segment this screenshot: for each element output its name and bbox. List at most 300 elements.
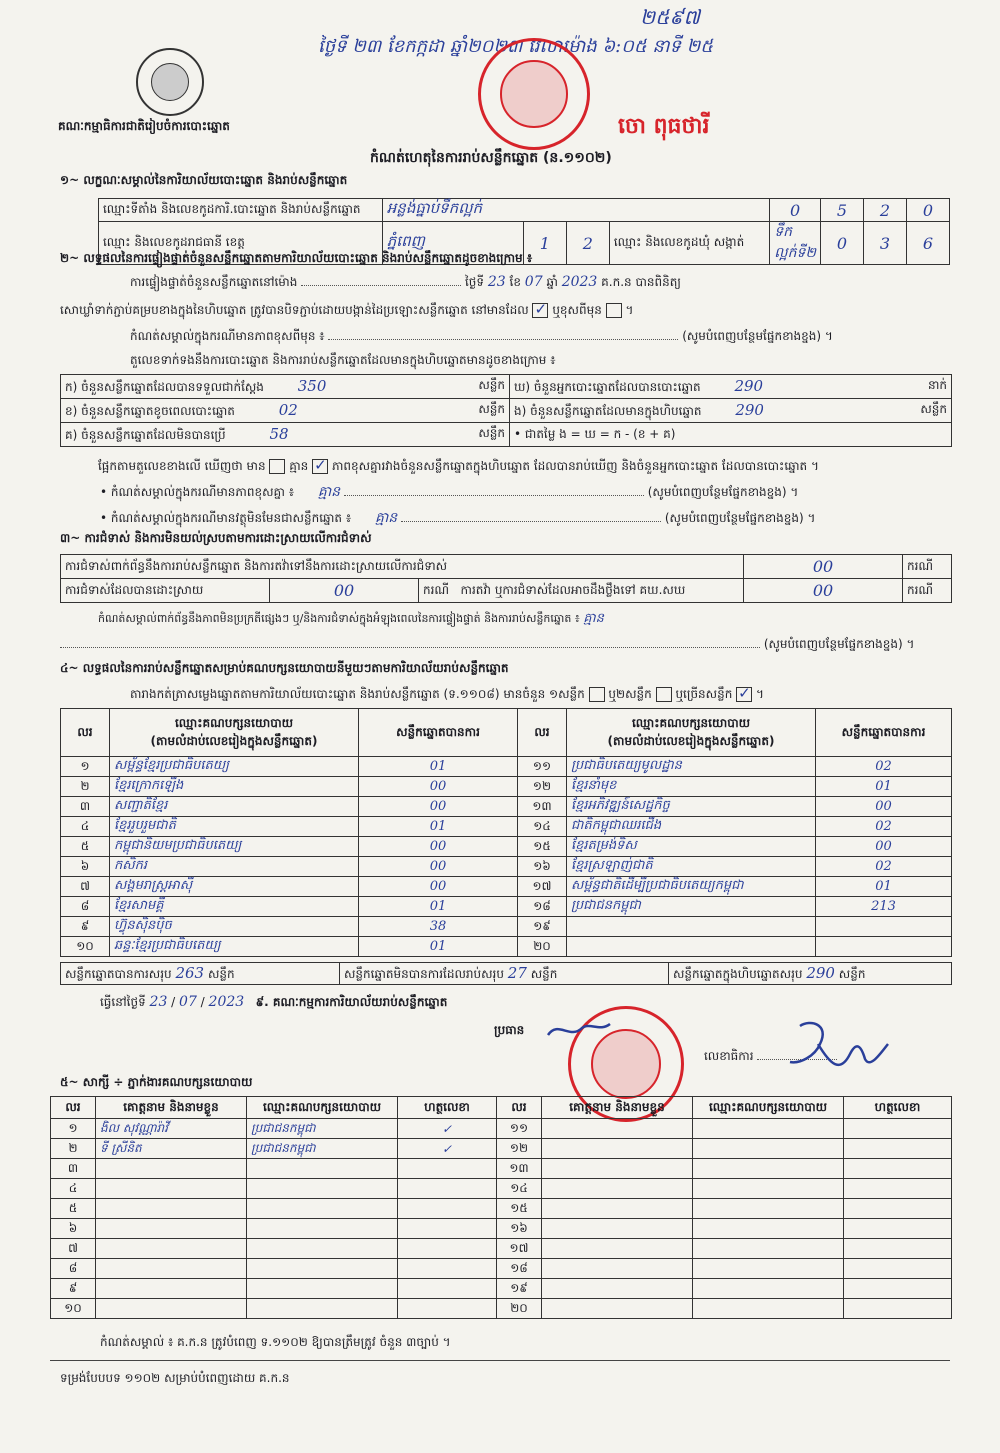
result-votes-right: 213	[816, 897, 952, 917]
witness-name-right	[542, 1159, 693, 1179]
compare-line	[98, 458, 819, 476]
unused-value: 58	[269, 424, 289, 443]
province-code-1: 1	[523, 222, 566, 265]
province-label: ឈ្មោះ និងលេខកូដរាជធានី ខេត្ត	[99, 222, 383, 265]
made-day: 23	[149, 994, 168, 1010]
result-party-left: ខ្មែរក្រោកឡើង	[110, 777, 359, 797]
witness-no-left: ៩	[51, 1279, 96, 1299]
witness-party-left: ប្រជាជនកម្ពុជា	[247, 1139, 398, 1159]
col-party-right-title: ឈ្មោះគណបក្សនយោបាយ	[631, 715, 751, 730]
witness-sign-right	[844, 1119, 952, 1139]
diff-before-line	[130, 328, 950, 346]
compare-label: ផ្អែកតាមតួលេខខាងលើ ឃើញថា មាន	[98, 459, 266, 473]
witness-sign-left	[398, 1179, 497, 1199]
no-diff-checkbox[interactable]	[312, 459, 328, 474]
witness-row	[51, 1119, 952, 1139]
verify-year: 2023	[561, 274, 598, 290]
result-votes-left: 01	[359, 897, 518, 917]
spoiled-label: ខ) ចំនួនសន្លឹកឆ្នោតខូចពេលបោះឆ្នោត	[65, 403, 235, 418]
results-table	[60, 708, 952, 957]
witness-sign-left	[398, 1239, 497, 1259]
result-no-right: ១៩	[518, 917, 567, 937]
witness-row	[51, 1219, 952, 1239]
witness-col-name-right: គោត្តនាម និងនាមខ្លួន	[542, 1097, 693, 1119]
total-valid-label: សន្លឹកឆ្នោតបានការសរុប	[65, 966, 172, 981]
voters-unit: នាក់	[927, 377, 947, 392]
result-no-right: ១៤	[518, 817, 567, 837]
witness-no-left: ២	[51, 1139, 96, 1159]
witness-sign-left	[398, 1159, 497, 1179]
result-row	[61, 757, 952, 777]
result-votes-right	[816, 917, 952, 937]
witness-sign-left	[398, 1259, 497, 1279]
result-party-right: ខ្មែរស្រឡាញ់ជាតិ	[567, 857, 816, 877]
section3-heading: ៣~ ការជំទាស់ និងការមិនយល់ស្របតាមការដោះស្រាយលើការជំទាស់	[60, 531, 372, 545]
one-sheet-checkbox[interactable]	[589, 687, 605, 702]
appeal-label	[419, 579, 744, 603]
result-row	[61, 937, 952, 957]
voters-value: 290	[734, 376, 764, 395]
col-votes-right: សន្លឹកឆ្នោតបានការ	[816, 709, 952, 757]
witness-col-no-left: លរ	[51, 1097, 96, 1119]
result-party-right: ប្រជាធិបតេយ្យមូលដ្ឋាន	[567, 757, 816, 777]
diff-before-label: កំណត់សម្គាល់ក្នុងករណីមានភាពខុសពីមុន ៖	[130, 329, 325, 343]
result-no-left: ២	[61, 777, 110, 797]
witness-party-right	[693, 1279, 844, 1299]
result-votes-right	[816, 937, 952, 957]
witness-row	[51, 1259, 952, 1279]
result-no-left: ៥	[61, 837, 110, 857]
appeal-unit: ករណី	[903, 579, 952, 603]
fill-note-2: (សូមបំពេញបន្ថែមផ្នែកខាងខ្នង) ។	[647, 485, 799, 499]
witness-name-right	[542, 1179, 693, 1199]
figures-table	[60, 374, 952, 447]
result-row	[61, 777, 952, 797]
result-votes-right: 00	[816, 837, 952, 857]
witness-sign-left: ✓	[398, 1119, 497, 1139]
witness-party-right	[693, 1219, 844, 1239]
result-votes-right: 02	[816, 757, 952, 777]
obj-note-value: គ្មាន	[374, 510, 398, 526]
result-party-left: សង្គមរាស្ត្រអាស៊ី	[110, 877, 359, 897]
footer-divider	[50, 1360, 950, 1361]
verify-month: 07	[524, 274, 543, 290]
result-no-right: ១៦	[518, 857, 567, 877]
total-box-cell	[669, 963, 952, 985]
resolved-value: 00	[270, 579, 419, 603]
witness-row	[51, 1279, 952, 1299]
witness-col-party-right: ឈ្មោះគណបក្សនយោបាយ	[693, 1097, 844, 1119]
result-party-right	[567, 937, 816, 957]
witness-name-right	[542, 1219, 693, 1239]
result-party-left: កសិករ	[110, 857, 359, 877]
result-votes-left: 00	[359, 797, 518, 817]
witness-no-right: ១៣	[497, 1159, 542, 1179]
witness-no-left: ៨	[51, 1259, 96, 1279]
witness-no-right: ១៤	[497, 1179, 542, 1199]
secretary-signature-icon	[770, 1014, 910, 1084]
witness-sign-right	[844, 1199, 952, 1219]
witness-party-left	[247, 1299, 398, 1319]
result-row	[61, 797, 952, 817]
president-label: ប្រធាន	[494, 1023, 525, 1037]
witness-name-left	[96, 1199, 247, 1219]
witness-name-left	[96, 1259, 247, 1279]
witness-party-left	[247, 1199, 398, 1219]
result-row	[61, 837, 952, 857]
witness-no-left: ៣	[51, 1159, 96, 1179]
made-on-label: ធ្វើនៅថ្ងៃទី	[100, 995, 146, 1009]
resolved-unit: ករណី	[423, 582, 450, 597]
witness-no-left: ១០	[51, 1299, 96, 1319]
results-body	[61, 757, 952, 957]
made-year: 2023	[208, 994, 245, 1010]
section4-heading: ៤~ លទ្ធផលនៃការរាប់សន្លឹកឆ្នោតសម្រាប់គណបក្សនយោបាយនីមួយៗតាមការិយាល័យរាប់សន្លឹកឆ្នោត	[60, 661, 509, 675]
appeal-label-text: ការតវ៉ា ឬការជំទាស់ដែលអាចដឹងថ្លឹងទៅ គឃ.សឃ	[460, 582, 686, 597]
irregularity-value: គ្មាន	[583, 611, 604, 626]
irregularity-label: កំណត់សម្គាល់ពាក់ព័ន្ធនឹងភាពមិនប្រក្រតីផ្សេងៗ ឬ/និងការជំទាស់ក្នុងអំឡុងពេលនៃការផ្ទៀងផ្ទាត់ និងការរាប់សន្លឹកឆ្នោត ៖	[98, 612, 580, 625]
witness-sign-right	[844, 1279, 952, 1299]
diff-note-value: គ្មាន	[317, 484, 341, 500]
witness-col-sign-right: ហត្ថលេខា	[844, 1097, 952, 1119]
compare-rest: ភាពខុសគ្នារវាងចំនួនសន្លឹកឆ្នោតក្នុងហិបឆ្នោត ដែលបានរាប់ឃើញ និងចំនួនអ្នកបោះឆ្នោត ដែលបានបោះឆ្នោត ។	[331, 459, 819, 473]
total-invalid-unit: សន្លឹក	[530, 966, 558, 981]
result-votes-left: 00	[359, 877, 518, 897]
witness-party-right	[693, 1299, 844, 1319]
location-code-3: 2	[863, 199, 906, 222]
official-seal-icon	[478, 38, 590, 150]
received-label: ក) ចំនួនសន្លឹកឆ្នោតដែលបានទទួលជាក់ស្តែង	[65, 379, 264, 394]
result-votes-right: 02	[816, 817, 952, 837]
result-votes-right: 00	[816, 797, 952, 817]
result-row	[61, 817, 952, 837]
unused-label: គ) ចំនួនសន្លឹកឆ្នោតដែលមិនបានប្រើ	[65, 427, 226, 442]
result-no-right: ១២	[518, 777, 567, 797]
result-party-right: ខ្មែរនាំមុខ	[567, 777, 816, 797]
commune-code-1: 0	[820, 222, 863, 265]
witness-no-right: ១១	[497, 1119, 542, 1139]
witness-col-no-right: លរ	[497, 1097, 542, 1119]
result-no-right: ១៥	[518, 837, 567, 857]
witness-row	[51, 1199, 952, 1219]
verify-day: 23	[487, 274, 506, 290]
verify-line-label: ការផ្ទៀងផ្ទាត់ចំនួនសន្លឹកឆ្នោតនៅម៉ោង	[130, 275, 298, 289]
witness-name-right	[542, 1119, 693, 1139]
handwritten-time-line: ថ្ងៃទី ២៣ ខែកក្កដា ឆ្នាំ២០២៣ វេលាម៉ោង ៦:០៥ នាទី ២៥	[318, 36, 714, 57]
objection-table	[60, 554, 952, 603]
unchanged-checkbox[interactable]	[532, 303, 548, 318]
witness-no-left: ៧	[51, 1239, 96, 1259]
result-party-left: សម្ព័ន្ធខ្មែរប្រជាធិបតេយ្យ	[110, 757, 359, 777]
witness-no-left: ៦	[51, 1219, 96, 1239]
committee-sign-label: ៩. គណៈកម្មការការិយាល័យរាប់សន្លឹកឆ្នោត	[255, 995, 448, 1009]
result-no-left: ៩	[61, 917, 110, 937]
seal-check-line: សោឃ្លាំទាក់ភ្ជាប់គម្របខាងក្នុងនៃហិបឆ្នោត ត្រូវបានបិទភ្ជាប់ដោយបង្កាន់ដៃប្រឡោះសន្លឹកឆ្នោត នៅមានដែល ✓ ឬខុសពីមុន ។	[60, 302, 633, 320]
committee-name: គណៈកម្មាធិការជាតិរៀបចំការបោះឆ្នោត	[58, 119, 230, 133]
witness-name-left	[96, 1279, 247, 1299]
witness-name-right	[542, 1239, 693, 1259]
witness-sign-right	[844, 1159, 952, 1179]
witness-row	[51, 1299, 952, 1319]
result-no-left: ៧	[61, 877, 110, 897]
verify-line: ការផ្ទៀងផ្ទាត់ចំនួនសន្លឹកឆ្នោតនៅម៉ោង ថ្ងៃទី 23 ខែ 07 ឆ្នាំ 2023 គ.ក.ន បានពិនិត្យ	[130, 274, 681, 290]
witness-party-right	[693, 1239, 844, 1259]
figures-intro: តួលេខទាក់ទងនឹងការបោះឆ្នោត និងការរាប់សន្លឹកឆ្នោតដែលមានក្នុងហិបឆ្នោតមានដូចខាងក្រោម ៖	[130, 353, 556, 367]
witness-sign-right	[844, 1259, 952, 1279]
witness-no-right: ១៩	[497, 1279, 542, 1299]
commune-code-3: 6	[906, 222, 949, 265]
witness-sign-left: ✓	[398, 1139, 497, 1159]
result-party-left: ឆន្ទៈខ្មែរប្រជាធិបតេយ្យ	[110, 937, 359, 957]
section2-heading: ២~ លទ្ធផលនៃការផ្ទៀងផ្ទាត់ចំនួនសន្លឹកឆ្នោតតាមការិយាល័យបោះឆ្នោត និងរាប់សន្លឹកឆ្នោតដូចខាងក្រោម ៖	[60, 251, 533, 265]
province-code-2: 2	[566, 222, 609, 265]
fill-note-4: (សូមបំពេញបន្ថែមផ្នែកខាងខ្នង) ។	[763, 637, 915, 651]
province-value: ភ្នំពេញ	[382, 222, 523, 265]
witness-no-right: ១៧	[497, 1239, 542, 1259]
result-party-right: ប្រជាជនកម្ពុជា	[567, 897, 816, 917]
col-party-left	[110, 709, 359, 757]
result-party-left: កម្ពុជានិយមប្រជាធិបតេយ្យ	[110, 837, 359, 857]
witness-sign-right	[844, 1239, 952, 1259]
witness-name-left	[96, 1239, 247, 1259]
attach-label: តារាងកត់ត្រាសម្លេងឆ្នោតតាមការិយាល័យបោះឆ្នោត និងរាប់សន្លឹកឆ្នោត (ទ.១១០៨) មានចំនួន ១សន្លឹក	[130, 687, 585, 701]
witness-party-left: ប្រជាជនកម្ពុជា	[247, 1119, 398, 1139]
result-votes-right: 01	[816, 777, 952, 797]
verify-line-end: គ.ក.ន បានពិនិត្យ	[601, 275, 681, 289]
result-party-right	[567, 917, 816, 937]
diff-note-line	[100, 482, 950, 503]
secretary-label: លេខាធិការ	[704, 1049, 754, 1063]
unused-unit: សន្លឹក	[478, 425, 505, 440]
result-row	[61, 857, 952, 877]
spoiled-value: 02	[278, 400, 298, 419]
verify-date-label: ថ្ងៃទី	[465, 275, 485, 289]
witness-row	[51, 1139, 952, 1159]
result-votes-left: 00	[359, 777, 518, 797]
witness-no-left: ១	[51, 1119, 96, 1139]
witness-sign-left	[398, 1219, 497, 1239]
witness-party-left	[247, 1219, 398, 1239]
section5-heading: ៥~ សាក្សី ÷ ភ្នាក់ងារគណបក្សនយោបាយ	[60, 1075, 253, 1089]
objection-label: ការជំទាស់ពាក់ព័ន្ធនឹងការរាប់សន្លឹកឆ្នោត និងការតវ៉ាទៅនឹងការដោះស្រាយលើការជំទាស់	[61, 555, 744, 579]
result-no-right: ១១	[518, 757, 567, 777]
location-label: ឈ្មោះទីតាំង និងលេខកូដការិ.បោះឆ្នោត និងរាប់សន្លឹកឆ្នោត	[99, 199, 383, 222]
changed-checkbox[interactable]	[606, 303, 622, 318]
made-month: 07	[179, 994, 197, 1010]
location-code-1: 0	[770, 199, 821, 222]
witness-sign-left	[398, 1279, 497, 1299]
many-sheet-checkbox[interactable]	[736, 687, 752, 702]
in-box-unit: សន្លឹក	[920, 401, 947, 416]
result-party-left: ខ្មែររួបរួមជាតិ	[110, 817, 359, 837]
total-valid-cell	[61, 963, 340, 985]
result-votes-left: 01	[359, 757, 518, 777]
witness-party-right	[693, 1139, 844, 1159]
witness-sign-right	[844, 1179, 952, 1199]
form-note: ទម្រង់បែបបទ ១១០២ សម្រាប់បំពេញដោយ គ.ក.ន	[60, 1371, 290, 1385]
witness-no-right: ១២	[497, 1139, 542, 1159]
location-value: អន្លង់ធ្នាប់ទឹកល្អក់	[382, 199, 769, 222]
location-code-4: 0	[906, 199, 949, 222]
witness-name-left	[96, 1159, 247, 1179]
footnote: កំណត់សម្គាល់ ៖ គ.ក.ន ត្រូវបំពេញ ទ.១១០២ ឱ្យបានត្រឹមត្រូវ ចំនួន ៣ច្បាប់ ។	[100, 1335, 451, 1349]
changed-label: ឬខុសពីមុន	[552, 303, 602, 317]
witness-name-right	[542, 1139, 693, 1159]
result-no-right: ១៧	[518, 877, 567, 897]
witness-no-right: ១៥	[497, 1199, 542, 1219]
witness-sign-right	[844, 1219, 952, 1239]
witness-name-right	[542, 1199, 693, 1219]
spoiled-unit: សន្លឹក	[478, 401, 505, 416]
objection-value: 00	[744, 555, 903, 579]
witness-party-right	[693, 1199, 844, 1219]
result-votes-left: 01	[359, 937, 518, 957]
result-votes-left: 00	[359, 837, 518, 857]
witness-name-right	[542, 1259, 693, 1279]
attach-line: តារាងកត់ត្រាសម្លេងឆ្នោតតាមការិយាល័យបោះឆ្នោត និងរាប់សន្លឹកឆ្នោត (ទ.១១០៨) មានចំនួន ១សន្លឹក ឬ២សន្លឹក ឬច្រើនសន្លឹក ✓ ។	[130, 686, 764, 704]
no-diff-label: គ្មាន	[289, 459, 309, 473]
witness-body	[51, 1119, 952, 1319]
witness-name-left	[96, 1179, 247, 1199]
col-no-right: លរ	[518, 709, 567, 757]
witness-name-left	[96, 1299, 247, 1319]
result-party-right: សម្ព័ន្ធជាតិដើម្បីប្រជាធិបតេយ្យកម្ពុជា	[567, 877, 816, 897]
stamp-name: ចោ ពុធថារី	[618, 114, 710, 139]
irregularity-line	[98, 610, 950, 629]
form-title: កំណត់ហេតុនៃការរាប់សន្លឹកឆ្នោត (ន.១១០២)	[370, 150, 612, 166]
commune-value: ទឹកល្អក់ទី២	[770, 222, 821, 265]
witness-row	[51, 1159, 952, 1179]
witness-col-name-left: គោត្តនាម និងនាមខ្លួន	[96, 1097, 247, 1119]
witness-no-left: ៤	[51, 1179, 96, 1199]
witness-party-right	[693, 1179, 844, 1199]
witness-col-sign-left: ហត្ថលេខា	[398, 1097, 497, 1119]
witness-party-left	[247, 1179, 398, 1199]
in-box-label: ង) ចំនួនសន្លឹកឆ្នោតដែលមានក្នុងហិបឆ្នោត	[514, 403, 702, 418]
formula-label: • ជាតម្លៃ ង = ឃ = ក - (ខ + គ)	[514, 426, 676, 441]
section1-heading: ១~ លក្ខណៈសម្គាល់នៃការិយាល័យបោះឆ្នោត និងរាប់សន្លឹកឆ្នោត	[60, 173, 348, 187]
witness-row	[51, 1239, 952, 1259]
witness-no-left: ៥	[51, 1199, 96, 1219]
col-party-left-sub: (តាមលំដាប់លេខរៀងក្នុងសន្លឹកឆ្នោត)	[150, 733, 318, 748]
witness-name-left	[96, 1219, 247, 1239]
fill-note-1: (សូមបំពេញបន្ថែមផ្នែកខាងខ្នង) ។	[682, 329, 833, 343]
two-sheet-label: ឬ២សន្លឹក	[608, 687, 652, 701]
witness-party-right	[693, 1119, 844, 1139]
witness-sign-left	[398, 1199, 497, 1219]
nec-logo-icon	[136, 48, 204, 116]
witness-party-left	[247, 1239, 398, 1259]
commune-code-2: 3	[863, 222, 906, 265]
commune-label: ឈ្មោះ និងលេខកូដឃុំ សង្កាត់	[609, 222, 769, 265]
result-no-left: ៦	[61, 857, 110, 877]
witness-no-right: ១៨	[497, 1259, 542, 1279]
col-party-left-title: ឈ្មោះគណបក្សនយោបាយ	[174, 715, 294, 730]
witness-no-right: ២០	[497, 1299, 542, 1319]
result-party-left: ហ៊្វុនស៊ិនប៉ិច	[110, 917, 359, 937]
total-valid-unit: សន្លឹក	[207, 966, 235, 981]
result-row	[61, 917, 952, 937]
result-votes-right: 02	[816, 857, 952, 877]
witness-party-right	[693, 1259, 844, 1279]
total-box-value: 290	[806, 963, 835, 982]
result-no-left: ១	[61, 757, 110, 777]
witness-name-right	[542, 1279, 693, 1299]
received-value: 350	[297, 376, 327, 395]
witness-party-left	[247, 1279, 398, 1299]
witness-party-left	[247, 1259, 398, 1279]
col-no-left: លរ	[61, 709, 110, 757]
diff-note-label: • កំណត់សម្គាល់ក្នុងករណីមានភាពខុសគ្នា ៖	[100, 485, 295, 499]
seal-check-text: សោឃ្លាំទាក់ភ្ជាប់គម្របខាងក្នុងនៃហិបឆ្នោត ត្រូវបានបិទភ្ជាប់ដោយបង្កាន់ដៃប្រឡោះសន្លឹកឆ្នោត នៅមានដែល	[60, 303, 529, 317]
total-invalid-label: សន្លឹកឆ្នោតមិនបានការដែលរាប់សរុប	[344, 966, 504, 981]
col-party-right	[567, 709, 816, 757]
many-sheet-label: ឬច្រើនសន្លឹក	[675, 687, 733, 701]
result-no-left: ៨	[61, 897, 110, 917]
result-no-right: ២០	[518, 937, 567, 957]
resolved-label: ការជំទាស់ដែលបានដោះស្រាយ	[61, 579, 270, 603]
total-box-unit: សន្លឹក	[838, 966, 866, 981]
witness-name-left: ទី ស្រីនិត	[96, 1139, 247, 1159]
witness-col-party-left: ឈ្មោះគណបក្សនយោបាយ	[247, 1097, 398, 1119]
witness-no-right: ១៦	[497, 1219, 542, 1239]
witness-sign-left	[398, 1299, 497, 1319]
result-no-left: ៤	[61, 817, 110, 837]
witness-party-left	[247, 1159, 398, 1179]
result-votes-left: 01	[359, 817, 518, 837]
witness-table	[50, 1096, 952, 1319]
witness-row	[51, 1179, 952, 1199]
result-no-right: ១៣	[518, 797, 567, 817]
voters-label: ឃ) ចំនួនអ្នកបោះឆ្នោតដែលបានបោះឆ្នោត	[514, 379, 701, 394]
appeal-value: 00	[744, 579, 903, 603]
result-party-right: ខ្មែរអភិវឌ្ឍន៍សេដ្ឋកិច្ច	[567, 797, 816, 817]
obj-note-label: • កំណត់សម្គាល់ក្នុងករណីមានវត្ថុមិនមែនជាសន្លឹកឆ្នោត ៖	[100, 511, 352, 525]
made-on-line: ធ្វើនៅថ្ងៃទី 23 / 07 / 2023 ៩. គណៈកម្មការការិយាល័យរាប់សន្លឹកឆ្នោត	[100, 994, 448, 1010]
totals-table	[60, 962, 952, 985]
result-row	[61, 897, 952, 917]
irregularity-fill-line	[60, 636, 950, 654]
received-unit: សន្លឹក	[478, 377, 505, 392]
col-votes-left: សន្លឹកឆ្នោតបានការ	[359, 709, 518, 757]
witness-sign-right	[844, 1139, 952, 1159]
result-votes-right: 01	[816, 877, 952, 897]
location-code-2: 5	[820, 199, 863, 222]
witness-name-right	[542, 1299, 693, 1319]
handwritten-note-top: ២៥៩៧	[640, 5, 700, 29]
two-sheet-checkbox[interactable]	[656, 687, 672, 702]
result-party-left: សញ្ជាតិខ្មែរ	[110, 797, 359, 817]
total-invalid-cell	[340, 963, 669, 985]
result-party-right: ខ្មែរតម្រង់ទិស	[567, 837, 816, 857]
in-box-value: 290	[735, 400, 764, 419]
total-box-label: សន្លឹកឆ្នោតក្នុងហិបឆ្នោតសរុប	[673, 966, 803, 981]
result-row	[61, 877, 952, 897]
witness-name-left: ងិល សុវណ្ណារ៉ាវី	[96, 1119, 247, 1139]
objection-unit: ករណី	[903, 555, 952, 579]
total-invalid-value: 27	[507, 963, 527, 982]
col-party-right-sub: (តាមលំដាប់លេខរៀងក្នុងសន្លឹកឆ្នោត)	[607, 733, 775, 748]
has-diff-checkbox[interactable]	[269, 459, 285, 474]
result-party-right: ជាតិកម្ពុជាឈរជើង	[567, 817, 816, 837]
obj-note-line	[100, 508, 950, 529]
fill-note-3: (សូមបំពេញបន្ថែមផ្នែកខាងខ្នង) ។	[664, 511, 816, 525]
witness-party-right	[693, 1159, 844, 1179]
total-valid-value: 263	[175, 963, 205, 982]
witness-sign-right	[844, 1299, 952, 1319]
result-votes-left: 38	[359, 917, 518, 937]
result-no-left: ១០	[61, 937, 110, 957]
